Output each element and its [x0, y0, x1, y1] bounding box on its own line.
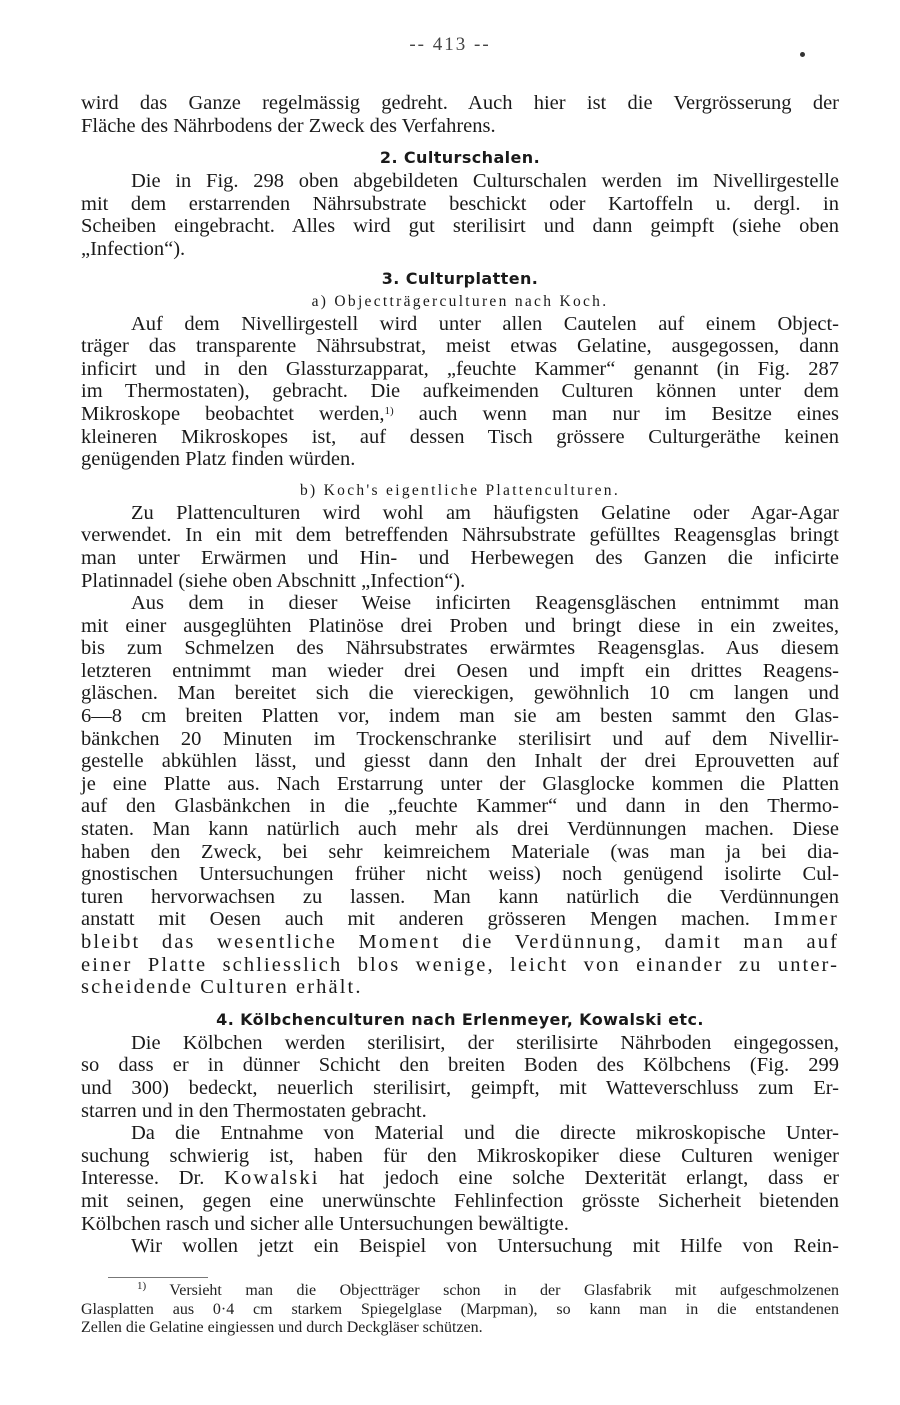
text-line: auf den Glasbänkchen in die „feuchte Kammer“ und dann in den Thermo- [81, 795, 839, 818]
text-line: „Infection“). [81, 237, 186, 260]
text-line: genügenden Platz finden würden. [81, 448, 356, 471]
text-line: wird das Ganze regelmässig gedreht. Auch hier ist die Vergrösserung der [81, 92, 839, 114]
text-line: Aus dem in dieser Weise inficirten Reagensgläschen entnimmt man [131, 592, 839, 615]
text-line: Fläche des Nährbodens der Zweck des Verfahrens. [81, 114, 496, 137]
text-line: Platinnadel (siehe oben Abschnitt „Infection“). [81, 569, 466, 592]
text-line: mit seinen, gegen eine unerwünschte Fehlinfection grösste Sicherheit bietenden [81, 1189, 839, 1212]
section-heading-koelbchenculturen: 4. Kölbchenculturen nach Erlenmeyer, Kowalski etc. [216, 1009, 704, 1029]
text-line: inficirt und in den Glassturzapparat, „feuchte Kammer“ genannt (in Fig. 287 [81, 357, 839, 380]
text-line: mit einer ausgeglühten Platinöse drei Proben und bringt diese in ein zweites, [81, 614, 839, 637]
text-line: Die in Fig. 298 oben abgebildeten Culturschalen werden im Nivellirgestelle [131, 170, 839, 193]
text-line: träger das transparente Nährsubstrat, meist etwas Gelatine, ausgegossen, dann [81, 335, 839, 358]
footnote-divider [108, 1277, 208, 1278]
text-line: Scheiben eingebracht. Alles wird gut sterilisirt und dann geimpft (siehe oben [81, 215, 839, 238]
text-line: gnostischen Untersuchungen früher nicht weiss) noch genügend isolirte Cul- [81, 863, 839, 886]
subheading-objecttraegerculturen: a) Objectträgerculturen nach Koch. [311, 292, 609, 310]
person-name-kowalski: Kowalski [224, 1167, 320, 1190]
text-fragment: auch wenn man nur im Besitze eines [393, 402, 839, 425]
text-fragment: hat jedoch eine solche Dexterität erlangt, dass er [319, 1167, 839, 1190]
text-line: und 300) bedeckt, neuerlich sterilisirt, geimpft, mit Watteverschluss zum Er- [81, 1076, 839, 1099]
text-line: je eine Platte aus. Nach Erstarrung unter der Glasglocke kommen die Platten [81, 772, 839, 795]
text-line: Kölbchen rasch und sicher alle Untersuchungen bewältigte. [81, 1212, 569, 1235]
text-line: kleineren Mikroskopes ist, auf dessen Tisch grössere Culturgeräthe keinen [81, 425, 839, 448]
text-line: staten. Man kann natürlich auch mehr als drei Verdünnungen machen. Diese [81, 818, 839, 841]
footnote-line: Zellen die Gelatine eingiessen und durch Deckgläser schützen. [81, 1319, 483, 1336]
footnote-reference: 1) [384, 404, 394, 417]
text-line: gläschen. Man bereitet sich die viereckigen, gewöhnlich 10 cm langen und [81, 682, 839, 705]
body-text [81, 92, 839, 1258]
footnote-mark: 1) [137, 1280, 147, 1292]
text-line [81, 403, 839, 426]
text-line: starren und in den Thermostaten gebracht. [81, 1099, 427, 1122]
text-line: Da die Entnahme von Material und die directe mikroskopische Unter- [131, 1122, 839, 1145]
text-line: Die Kölbchen werden sterilisirt, der sterilisirte Nährboden eingegossen, [131, 1031, 839, 1054]
footnote-line: Glasplatten aus 0·4 cm starkem Spiegelglase (Marpman), so kann man in die entstandenen [81, 1300, 839, 1318]
text-line: Zu Plattenculturen wird wohl am häufigsten Gelatine oder Agar-Agar [131, 501, 839, 524]
text-line: verwendet. In ein mit dem betreffenden Nährsubstrate gefülltes Reagensglas bringt [81, 524, 839, 547]
text-line [81, 908, 839, 931]
text-line: im Thermostaten), gebracht. Die aufkeimenden Culturen können unter dem [81, 380, 839, 403]
text-line: Auf dem Nivellirgestell wird unter allen Cautelen auf einem Object- [131, 312, 839, 335]
subheading-plattenculturen: b) Koch's eigentliche Plattenculturen. [299, 481, 621, 499]
footnote-line [81, 1282, 839, 1301]
text-line: so dass er in dünner Schicht den breiten Boden des Kölbchens (Fig. 299 [81, 1054, 839, 1077]
text-line [81, 1167, 839, 1190]
text-fragment: Mikroskope beobachtet werden, [81, 402, 385, 425]
text-line: bis zum Schmelzen des Nährsubstrates erwärmtes Reagensglas. Aus diesem [81, 637, 839, 660]
text-line: Wir wollen jetzt ein Beispiel von Untersuchung mit Hilfe von Rein- [131, 1235, 839, 1258]
text-line: gestelle abkühlen lässt, und giesst dann den Inhalt der drei Eprouvetten auf [81, 750, 839, 773]
page-number: -- 413 -- [409, 34, 491, 55]
section-heading-culturplatten: 3. Culturplatten. [381, 268, 539, 288]
text-line: bänkchen 20 Minuten im Trockenschranke sterilisirt und auf dem Nivellir- [81, 727, 839, 750]
spaced-text-line: einer Platte schliesslich blos wenige, leicht von einander zu unter- [81, 953, 839, 976]
section-heading-culturschalen: 2. Culturschalen. [379, 148, 541, 168]
text-line: mit dem erstarrenden Nährsubstrate beschickt oder Kartoffeln u. dergl. in [81, 192, 839, 215]
text-line: letzteren entnimmt man wieder drei Oesen und impft ein drittes Reagens- [81, 659, 839, 682]
text-line: man unter Erwärmen und Hin- und Herbewegen des Ganzen die inficirte [81, 546, 839, 569]
ink-speck [800, 52, 805, 57]
text-line: 6—8 cm breiten Platten vor, indem man sie am besten sammt den Glas- [81, 705, 839, 728]
spaced-text-fragment: Immer [773, 908, 839, 931]
spaced-text-line: scheidende Culturen erhält. [81, 976, 363, 999]
footnote [81, 1282, 839, 1338]
text-fragment: anstatt mit Oesen auch mit anderen grösseren Mengen machen. [81, 908, 750, 931]
text-fragment: Versieht man die Objectträger schon in der Glasfabrik mit aufgeschmolzenen [146, 1282, 839, 1299]
text-line: haben den Zweck, bei sehr keimreichem Materiale (was man ja bei dia- [81, 840, 839, 863]
spaced-text-line: bleibt das wesentliche Moment die Verdünnung, damit man auf [81, 931, 839, 953]
text-fragment: Interesse. Dr. [81, 1167, 205, 1190]
text-line: turen hervorwachsen zu lassen. Man kann natürlich die Verdünnungen [81, 885, 839, 908]
text-line: suchung schwierig ist, haben für den Mikroskopiker diese Culturen weniger [81, 1144, 839, 1167]
